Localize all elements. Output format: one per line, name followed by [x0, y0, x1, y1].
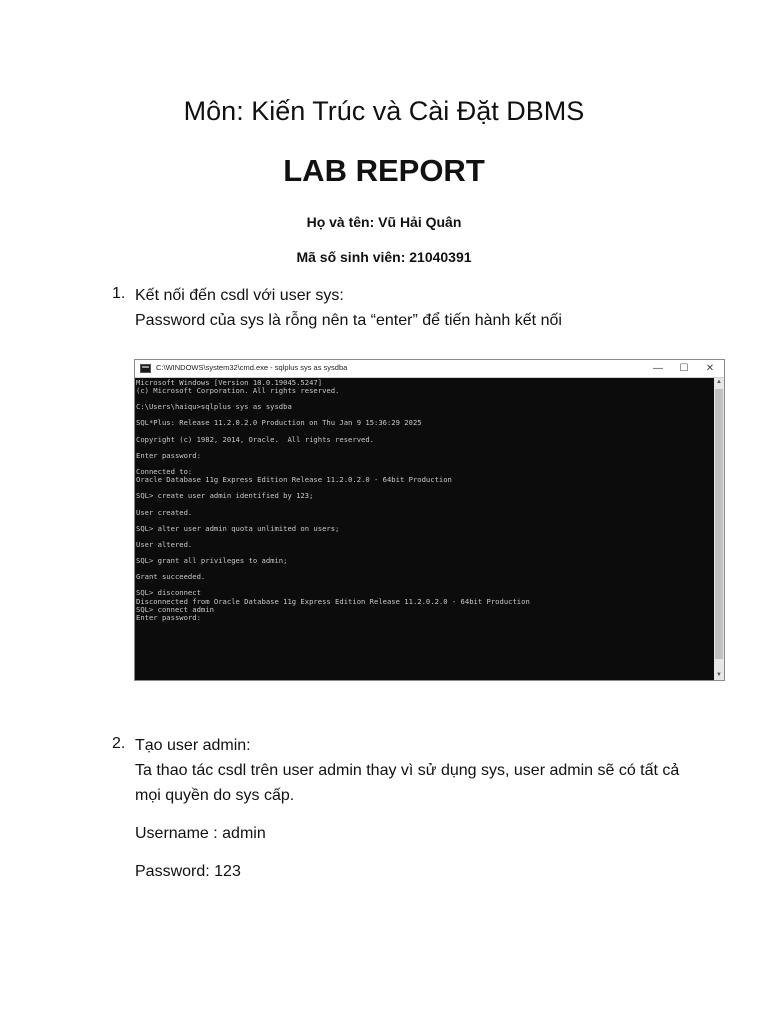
- section-1-number: 1.: [112, 285, 126, 302]
- minimize-icon[interactable]: —: [653, 363, 663, 374]
- maximize-icon[interactable]: ☐: [679, 363, 689, 374]
- student-name: Họ và tên: Vũ Hải Quân: [306, 214, 462, 230]
- cmd-titlebar: [135, 360, 724, 378]
- cmd-line: Copyright (c) 1982, 2014, Oracle. All rights reserved.: [136, 435, 374, 444]
- cmd-line: Disconnected from Oracle Database 11g Express Edition Release 11.2.0.2.0 - 64bit Production: [136, 597, 530, 606]
- cmd-scrollbar[interactable]: [714, 378, 724, 680]
- section-2-number: 2.: [112, 735, 126, 752]
- cmd-line: C:\Users\haiqu>sqlplus sys as sysdba: [136, 403, 292, 412]
- close-icon[interactable]: ✕: [705, 363, 715, 374]
- cmd-line: User created.: [136, 508, 193, 517]
- report-title: LAB REPORT: [283, 153, 485, 188]
- cmd-line: [136, 411, 714, 419]
- scrollbar-thumb[interactable]: [715, 389, 723, 659]
- cmd-line: User altered.: [136, 540, 193, 549]
- scroll-down-icon[interactable]: ▼: [716, 672, 722, 678]
- cmd-line: (c) Microsoft Corporation. All rights reserved.: [136, 387, 340, 396]
- cmd-line: [136, 549, 714, 557]
- cmd-line: SQL*Plus: Release 11.2.0.2.0 Production on Thu Jan 9 15:36:29 2025: [136, 419, 422, 428]
- cmd-line: [136, 484, 714, 492]
- section-2-heading: Tạo user admin:: [135, 737, 251, 754]
- cmd-line: [136, 428, 714, 436]
- username-line: Username : admin: [135, 825, 266, 842]
- cmd-line: Enter password:: [136, 613, 201, 622]
- section-2-text-line2: mọi quyền do sys cấp.: [135, 787, 295, 804]
- cmd-line: Enter password:: [136, 451, 201, 460]
- cmd-window-title: C:\WINDOWS\system32\cmd.exe - sqlplus sys as sysdba: [156, 363, 348, 372]
- cmd-screenshot: [134, 359, 725, 681]
- cmd-line: [136, 533, 714, 541]
- cmd-line: [136, 395, 714, 403]
- cmd-line: Connected to:: [136, 468, 193, 477]
- cmd-line: Oracle Database 11g Express Edition Release 11.2.0.2.0 - 64bit Production: [136, 476, 452, 485]
- cmd-line: [136, 444, 714, 452]
- cmd-line: [136, 460, 714, 468]
- cmd-line: Grant succeeded.: [136, 573, 206, 582]
- cmd-line: [136, 500, 714, 508]
- section-1-text: Password của sys là rỗng nên ta “enter” để tiến hành kết nối: [135, 312, 562, 329]
- cmd-line: [136, 517, 714, 525]
- scroll-up-icon[interactable]: ▲: [716, 379, 722, 385]
- cmd-line: SQL> grant all privileges to admin;: [136, 557, 288, 566]
- cmd-line: [136, 581, 714, 589]
- section-2-text-line1: Ta thao tác csdl trên user admin thay vì sử dụng sys, user admin sẽ có tất cả: [135, 762, 680, 779]
- cmd-line: SQL> connect admin: [136, 605, 214, 614]
- cmd-line: Microsoft Windows [Version 10.0.19045.5247]: [136, 379, 323, 387]
- subject-heading: Môn: Kiến Trúc và Cài Đặt DBMS: [183, 96, 585, 126]
- section-1-heading: Kết nối đến csdl với user sys:: [135, 287, 344, 304]
- cmd-line: SQL> disconnect: [136, 589, 201, 598]
- student-id: Mã số sinh viên: 21040391: [296, 249, 472, 265]
- cmd-output: [135, 378, 714, 680]
- cmd-line: SQL> create user admin identified by 123;: [136, 492, 314, 501]
- cmd-line: [136, 565, 714, 573]
- password-line: Password: 123: [135, 863, 241, 880]
- cmd-line: SQL> alter user admin quota unlimited on users;: [136, 524, 340, 533]
- cmd-icon: [140, 364, 151, 373]
